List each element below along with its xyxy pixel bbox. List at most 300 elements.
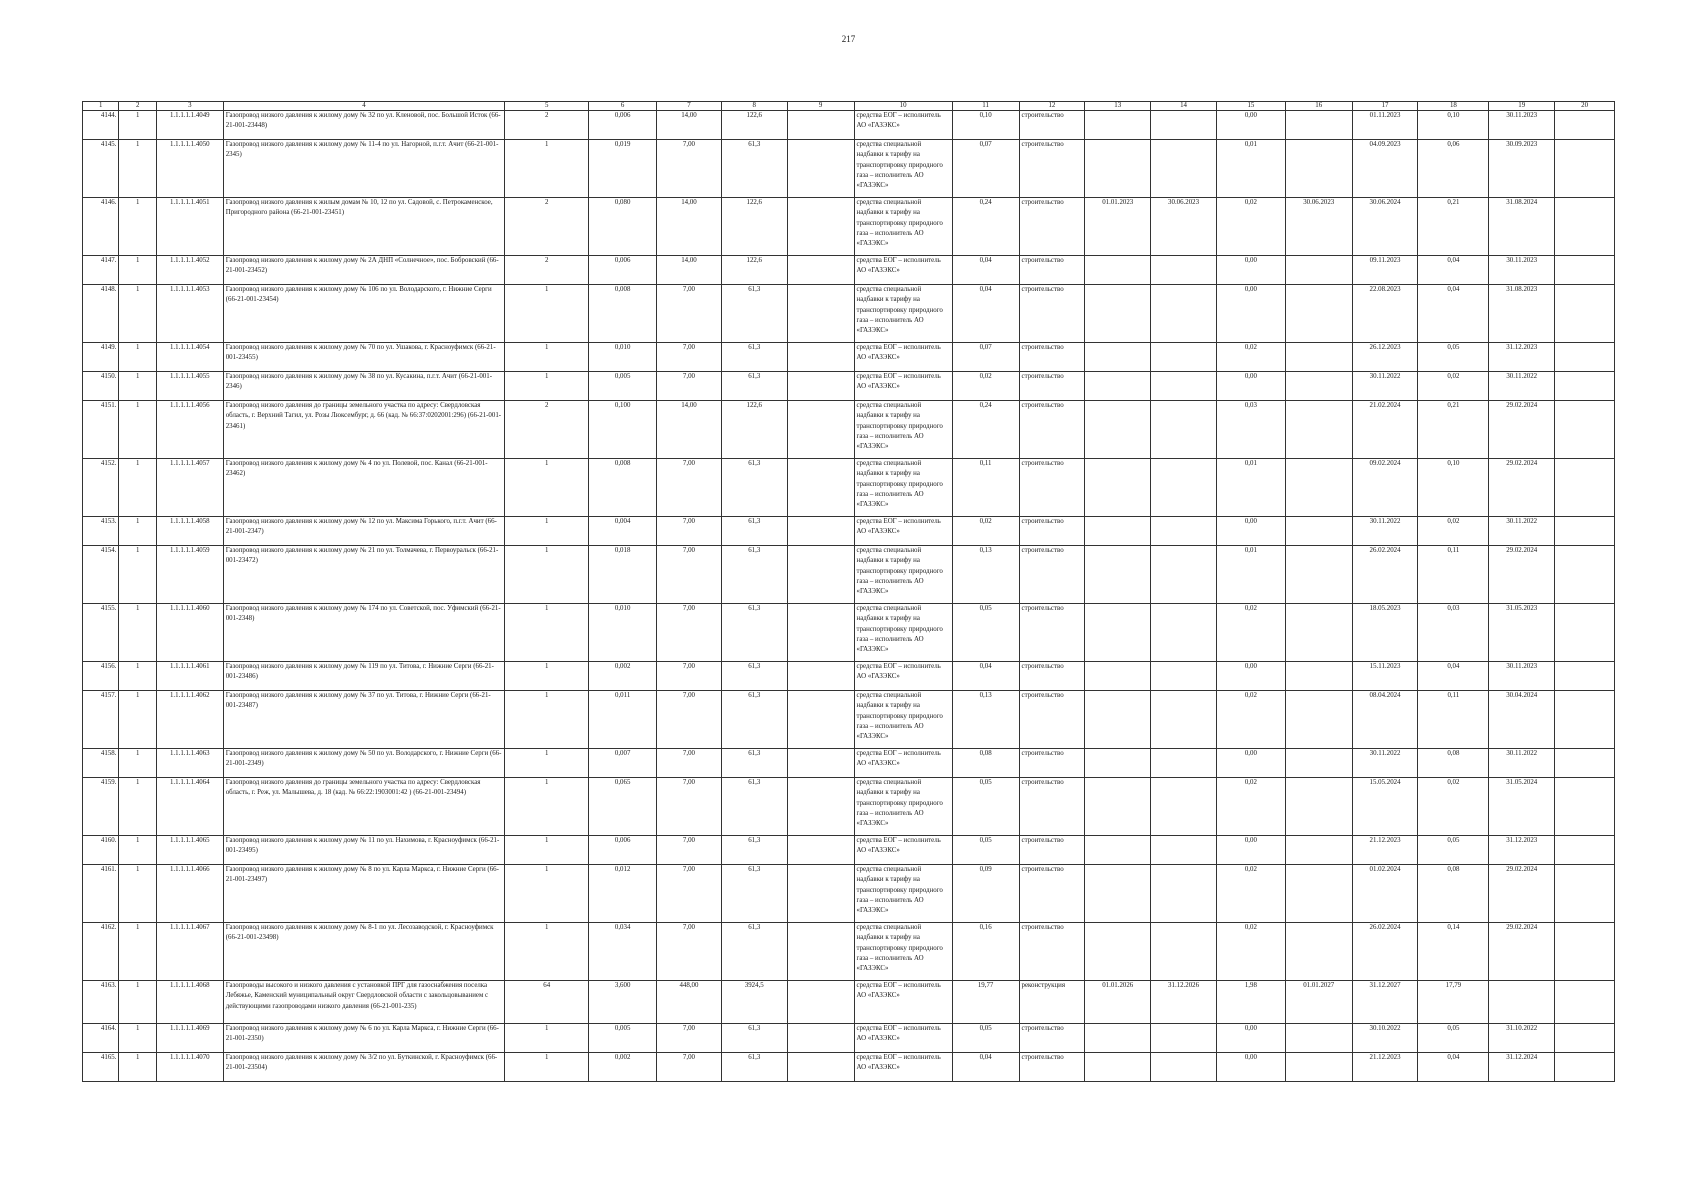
work-type-cell: строительство <box>1019 546 1085 604</box>
object-name-cell: Газопровод низкого давления к жилому дому № 6 по ул. Карла Маркса, г. Нижние Серги (66-21-001-2350) <box>223 1024 504 1053</box>
col8-cell: 122,6 <box>721 198 787 256</box>
col18-cell: 0,05 <box>1418 343 1489 372</box>
table-row <box>83 256 1615 285</box>
object-name-cell: Газопроводы высокого и низкого давления с установкой ПРГ для газоснабжения поселка Лебяжье, Каменский муниципальный округ Свердловской области с закольцовыванием с действующими газопроводами низкого давления (66-21-001-235) <box>223 981 504 1024</box>
col5-cell: 1 <box>505 546 589 604</box>
row-number-cell: 4147. <box>83 256 119 285</box>
cost-cell: 0,07 <box>952 343 1019 372</box>
col17-date-cell: 01.02.2024 <box>1352 865 1418 923</box>
row-number-cell: 4160. <box>83 836 119 865</box>
table-row <box>83 604 1615 662</box>
column-header: 19 <box>1489 102 1555 111</box>
cost-cell: 0,05 <box>952 604 1019 662</box>
row-number-cell: 4145. <box>83 140 119 198</box>
col18-cell: 0,05 <box>1418 836 1489 865</box>
code-cell: 1.1.1.1.1.4059 <box>156 546 223 604</box>
col9-cell <box>787 459 854 517</box>
col15-cell: 0,03 <box>1216 401 1285 459</box>
column-header: 15 <box>1216 102 1285 111</box>
table-row <box>83 865 1615 923</box>
cost-cell: 0,05 <box>952 836 1019 865</box>
object-name-cell: Газопровод низкого давления к жилому дому № 50 по ул. Володарского, г. Нижние Серги (66-21-001-2349) <box>223 749 504 778</box>
page-number: 217 <box>841 34 856 44</box>
table-row <box>83 662 1615 691</box>
col17-date-cell: 26.02.2024 <box>1352 923 1418 981</box>
funding-source-cell: средства специальной надбавки к тарифу на транспортировку природного газа – исполнитель АО «ГАЗЭКС» <box>854 285 952 343</box>
col7-cell: 7,00 <box>657 372 722 401</box>
col5-cell: 1 <box>505 691 589 749</box>
col17-date-cell: 15.11.2023 <box>1352 662 1418 691</box>
start-date-cell <box>1085 923 1151 981</box>
row-number-cell: 4150. <box>83 372 119 401</box>
code-cell: 1.1.1.1.1.4070 <box>156 1053 223 1082</box>
col16-cell <box>1285 604 1352 662</box>
object-name-cell: Газопровод низкого давления к жилому дому № 2А ДНП «Солнечное», пос. Бобровский (66-21-001-23452) <box>223 256 504 285</box>
col16-cell <box>1285 459 1352 517</box>
length-cell: 0,008 <box>589 459 657 517</box>
col7-cell: 7,00 <box>657 662 722 691</box>
col17-date-cell: 22.08.2023 <box>1352 285 1418 343</box>
col15-cell: 0,01 <box>1216 546 1285 604</box>
col15-cell: 0,00 <box>1216 256 1285 285</box>
work-type-cell: строительство <box>1019 256 1085 285</box>
cost-cell: 0,05 <box>952 1024 1019 1053</box>
length-cell: 3,600 <box>589 981 657 1024</box>
col17-date-cell: 09.02.2024 <box>1352 459 1418 517</box>
row-number-cell: 4159. <box>83 778 119 836</box>
table-row <box>83 778 1615 836</box>
cost-cell: 0,04 <box>952 285 1019 343</box>
cost-cell: 0,11 <box>952 459 1019 517</box>
code-cell: 1.1.1.1.1.4055 <box>156 372 223 401</box>
col19-date-cell: 30.09.2023 <box>1489 140 1555 198</box>
col17-date-cell: 26.02.2024 <box>1352 546 1418 604</box>
col20-cell <box>1555 749 1615 778</box>
col2-cell: 1 <box>119 517 156 546</box>
col18-cell: 0,04 <box>1418 1053 1489 1082</box>
start-date-cell <box>1085 749 1151 778</box>
col8-cell: 122,6 <box>721 401 787 459</box>
col8-cell: 61,3 <box>721 140 787 198</box>
col19-date-cell: 31.12.2023 <box>1489 836 1555 865</box>
end-date-cell: 31.12.2026 <box>1151 981 1217 1024</box>
length-cell: 0,008 <box>589 285 657 343</box>
col20-cell <box>1555 923 1615 981</box>
col18-cell: 17,79 <box>1418 981 1489 1024</box>
length-cell: 0,018 <box>589 546 657 604</box>
end-date-cell: 30.06.2023 <box>1151 198 1217 256</box>
table-row <box>83 198 1615 256</box>
length-cell: 0,012 <box>589 865 657 923</box>
col9-cell <box>787 981 854 1024</box>
table-row <box>83 372 1615 401</box>
code-cell: 1.1.1.1.1.4049 <box>156 111 223 140</box>
end-date-cell <box>1151 836 1217 865</box>
row-number-cell: 4164. <box>83 1024 119 1053</box>
length-cell: 0,006 <box>589 111 657 140</box>
col18-cell: 0,04 <box>1418 285 1489 343</box>
object-name-cell: Газопровод низкого давления к жилому дому № 4 по ул. Полевой, пос. Канал (66-21-001-23462) <box>223 459 504 517</box>
column-header: 7 <box>657 102 722 111</box>
col8-cell: 122,6 <box>721 111 787 140</box>
col2-cell: 1 <box>119 778 156 836</box>
column-header: 14 <box>1151 102 1217 111</box>
code-cell: 1.1.1.1.1.4056 <box>156 401 223 459</box>
col18-cell: 0,03 <box>1418 604 1489 662</box>
start-date-cell <box>1085 1024 1151 1053</box>
column-header: 3 <box>156 102 223 111</box>
col16-cell <box>1285 111 1352 140</box>
col7-cell: 7,00 <box>657 546 722 604</box>
col18-cell: 0,11 <box>1418 691 1489 749</box>
work-type-cell: строительство <box>1019 662 1085 691</box>
start-date-cell: 01.01.2023 <box>1085 198 1151 256</box>
end-date-cell <box>1151 1053 1217 1082</box>
funding-source-cell: средства ЕОГ – исполнитель АО «ГАЗЭКС» <box>854 836 952 865</box>
col9-cell <box>787 749 854 778</box>
object-name-cell: Газопровод низкого давления к жилому дому № 119 по ул. Титова, г. Нижние Серги (66-21-001-23486) <box>223 662 504 691</box>
col16-cell <box>1285 401 1352 459</box>
end-date-cell <box>1151 749 1217 778</box>
col17-date-cell: 30.11.2022 <box>1352 749 1418 778</box>
col7-cell: 7,00 <box>657 1053 722 1082</box>
col19-date-cell: 30.11.2022 <box>1489 749 1555 778</box>
cost-cell: 0,16 <box>952 923 1019 981</box>
funding-source-cell: средства специальной надбавки к тарифу на транспортировку природного газа – исполнитель АО «ГАЗЭКС» <box>854 401 952 459</box>
end-date-cell <box>1151 372 1217 401</box>
col15-cell: 0,00 <box>1216 1053 1285 1082</box>
col8-cell: 61,3 <box>721 285 787 343</box>
work-type-cell: строительство <box>1019 1053 1085 1082</box>
row-number-cell: 4165. <box>83 1053 119 1082</box>
col20-cell <box>1555 256 1615 285</box>
col19-date-cell: 29.02.2024 <box>1489 459 1555 517</box>
end-date-cell <box>1151 778 1217 836</box>
col19-date-cell: 30.04.2024 <box>1489 691 1555 749</box>
length-cell: 0,002 <box>589 662 657 691</box>
col16-cell <box>1285 256 1352 285</box>
end-date-cell <box>1151 923 1217 981</box>
col17-date-cell: 30.06.2024 <box>1352 198 1418 256</box>
funding-source-cell: средства ЕОГ – исполнитель АО «ГАЗЭКС» <box>854 111 952 140</box>
col20-cell <box>1555 401 1615 459</box>
col2-cell: 1 <box>119 198 156 256</box>
col2-cell: 1 <box>119 865 156 923</box>
cost-cell: 0,02 <box>952 517 1019 546</box>
table-row <box>83 401 1615 459</box>
column-header: 11 <box>952 102 1019 111</box>
col8-cell: 61,3 <box>721 778 787 836</box>
col15-cell: 0,00 <box>1216 1024 1285 1053</box>
cost-cell: 0,24 <box>952 401 1019 459</box>
col20-cell <box>1555 372 1615 401</box>
col7-cell: 7,00 <box>657 923 722 981</box>
work-type-cell: строительство <box>1019 459 1085 517</box>
funding-source-cell: средства специальной надбавки к тарифу на транспортировку природного газа – исполнитель АО «ГАЗЭКС» <box>854 923 952 981</box>
code-cell: 1.1.1.1.1.4058 <box>156 517 223 546</box>
cost-cell: 0,08 <box>952 749 1019 778</box>
col16-cell: 30.06.2023 <box>1285 198 1352 256</box>
col2-cell: 1 <box>119 604 156 662</box>
col19-date-cell: 29.02.2024 <box>1489 865 1555 923</box>
col15-cell: 0,01 <box>1216 459 1285 517</box>
col5-cell: 1 <box>505 749 589 778</box>
work-type-cell: строительство <box>1019 198 1085 256</box>
object-name-cell: Газопровод низкого давления к жилому дому № 11-4 по ул. Нагорной, п.г.т. Ачит (66-21-001-2345) <box>223 140 504 198</box>
cost-cell: 0,24 <box>952 198 1019 256</box>
col19-date-cell: 30.11.2022 <box>1489 517 1555 546</box>
col19-date-cell: 31.12.2024 <box>1489 1053 1555 1082</box>
object-name-cell: Газопровод низкого давления к жилому дому № 106 по ул. Володарского, г. Нижние Серги (66-21-001-23454) <box>223 285 504 343</box>
col5-cell: 1 <box>505 1053 589 1082</box>
col5-cell: 1 <box>505 923 589 981</box>
col16-cell <box>1285 865 1352 923</box>
length-cell: 0,006 <box>589 836 657 865</box>
row-number-cell: 4144. <box>83 111 119 140</box>
col8-cell: 61,3 <box>721 865 787 923</box>
col17-date-cell: 04.09.2023 <box>1352 140 1418 198</box>
col18-cell: 0,11 <box>1418 546 1489 604</box>
col16-cell <box>1285 662 1352 691</box>
col2-cell: 1 <box>119 111 156 140</box>
code-cell: 1.1.1.1.1.4062 <box>156 691 223 749</box>
end-date-cell <box>1151 111 1217 140</box>
table-row <box>83 923 1615 981</box>
row-number-cell: 4146. <box>83 198 119 256</box>
work-type-cell: строительство <box>1019 865 1085 923</box>
col20-cell <box>1555 111 1615 140</box>
col8-cell: 61,3 <box>721 517 787 546</box>
col2-cell: 1 <box>119 836 156 865</box>
col15-cell: 0,02 <box>1216 865 1285 923</box>
col17-date-cell: 31.12.2027 <box>1352 981 1418 1024</box>
funding-source-cell: средства специальной надбавки к тарифу на транспортировку природного газа – исполнитель АО «ГАЗЭКС» <box>854 691 952 749</box>
col5-cell: 1 <box>505 662 589 691</box>
col20-cell <box>1555 140 1615 198</box>
work-type-cell: строительство <box>1019 691 1085 749</box>
row-number-cell: 4151. <box>83 401 119 459</box>
col5-cell: 1 <box>505 343 589 372</box>
col18-cell: 0,08 <box>1418 865 1489 923</box>
col19-date-cell: 30.11.2022 <box>1489 372 1555 401</box>
row-number-cell: 4153. <box>83 517 119 546</box>
col8-cell: 61,3 <box>721 1024 787 1053</box>
col8-cell: 61,3 <box>721 662 787 691</box>
col9-cell <box>787 546 854 604</box>
col20-cell <box>1555 1024 1615 1053</box>
col5-cell: 1 <box>505 517 589 546</box>
col18-cell: 0,10 <box>1418 459 1489 517</box>
cost-cell: 0,02 <box>952 372 1019 401</box>
col9-cell <box>787 923 854 981</box>
start-date-cell: 01.01.2026 <box>1085 981 1151 1024</box>
col9-cell <box>787 691 854 749</box>
col8-cell: 61,3 <box>721 836 787 865</box>
col2-cell: 1 <box>119 140 156 198</box>
col7-cell: 7,00 <box>657 459 722 517</box>
col15-cell: 0,00 <box>1216 285 1285 343</box>
col16-cell: 01.01.2027 <box>1285 981 1352 1024</box>
col2-cell: 1 <box>119 981 156 1024</box>
col18-cell: 0,04 <box>1418 256 1489 285</box>
row-number-cell: 4158. <box>83 749 119 778</box>
col9-cell <box>787 1024 854 1053</box>
col16-cell <box>1285 836 1352 865</box>
col7-cell: 7,00 <box>657 140 722 198</box>
col5-cell: 2 <box>505 401 589 459</box>
col16-cell <box>1285 778 1352 836</box>
col2-cell: 1 <box>119 1024 156 1053</box>
col9-cell <box>787 256 854 285</box>
col17-date-cell: 21.02.2024 <box>1352 401 1418 459</box>
funding-source-cell: средства ЕОГ – исполнитель АО «ГАЗЭКС» <box>854 1024 952 1053</box>
col15-cell: 0,01 <box>1216 140 1285 198</box>
col20-cell <box>1555 836 1615 865</box>
col2-cell: 1 <box>119 923 156 981</box>
table-row <box>83 836 1615 865</box>
col8-cell: 61,3 <box>721 1053 787 1082</box>
code-cell: 1.1.1.1.1.4060 <box>156 604 223 662</box>
col8-cell: 122,6 <box>721 256 787 285</box>
col9-cell <box>787 865 854 923</box>
col20-cell <box>1555 546 1615 604</box>
funding-source-cell: средства ЕОГ – исполнитель АО «ГАЗЭКС» <box>854 256 952 285</box>
length-cell: 0,080 <box>589 198 657 256</box>
column-header: 8 <box>721 102 787 111</box>
length-cell: 0,006 <box>589 256 657 285</box>
object-name-cell: Газопровод низкого давления к жилым домам № 10, 12 по ул. Садовой, с. Петрокаменское, Пригородного района (66-21-001-23451) <box>223 198 504 256</box>
column-header: 20 <box>1555 102 1615 111</box>
col7-cell: 14,00 <box>657 256 722 285</box>
column-header: 9 <box>787 102 854 111</box>
work-type-cell: строительство <box>1019 923 1085 981</box>
row-number-cell: 4154. <box>83 546 119 604</box>
col18-cell: 0,21 <box>1418 198 1489 256</box>
cost-cell: 0,07 <box>952 140 1019 198</box>
object-name-cell: Газопровод низкого давления к жилому дому № 70 по ул. Ушакова, г. Красноуфимск (66-21-001-23455) <box>223 343 504 372</box>
row-number-cell: 4152. <box>83 459 119 517</box>
col20-cell <box>1555 517 1615 546</box>
funding-source-cell: средства специальной надбавки к тарифу на транспортировку природного газа – исполнитель АО «ГАЗЭКС» <box>854 459 952 517</box>
col17-date-cell: 01.11.2023 <box>1352 111 1418 140</box>
data-table <box>82 101 1615 1082</box>
col8-cell: 61,3 <box>721 546 787 604</box>
end-date-cell <box>1151 343 1217 372</box>
col9-cell <box>787 343 854 372</box>
funding-source-cell: средства ЕОГ – исполнитель АО «ГАЗЭКС» <box>854 981 952 1024</box>
col18-cell: 0,08 <box>1418 749 1489 778</box>
col15-cell: 0,00 <box>1216 662 1285 691</box>
start-date-cell <box>1085 1053 1151 1082</box>
col15-cell: 0,02 <box>1216 923 1285 981</box>
cost-cell: 0,10 <box>952 111 1019 140</box>
col7-cell: 448,00 <box>657 981 722 1024</box>
col2-cell: 1 <box>119 1053 156 1082</box>
col8-cell: 61,3 <box>721 691 787 749</box>
col16-cell <box>1285 1024 1352 1053</box>
object-name-cell: Газопровод низкого давления к жилому дому № 11 по ул. Нахимова, г. Красноуфимск (66-21-001-23495) <box>223 836 504 865</box>
col19-date-cell: 31.05.2024 <box>1489 778 1555 836</box>
col8-cell: 61,3 <box>721 459 787 517</box>
length-cell: 0,005 <box>589 372 657 401</box>
code-cell: 1.1.1.1.1.4069 <box>156 1024 223 1053</box>
col7-cell: 7,00 <box>657 749 722 778</box>
col5-cell: 1 <box>505 1024 589 1053</box>
col16-cell <box>1285 546 1352 604</box>
col7-cell: 7,00 <box>657 778 722 836</box>
col5-cell: 1 <box>505 604 589 662</box>
object-name-cell: Газопровод низкого давления к жилому дому № 12 по ул. Максима Горького, п.г.т. Ачит (66-21-001-2347) <box>223 517 504 546</box>
col5-cell: 1 <box>505 836 589 865</box>
column-header: 18 <box>1418 102 1489 111</box>
col15-cell: 0,02 <box>1216 343 1285 372</box>
col2-cell: 1 <box>119 343 156 372</box>
col15-cell: 0,02 <box>1216 778 1285 836</box>
table-row <box>83 691 1615 749</box>
col16-cell <box>1285 285 1352 343</box>
col18-cell: 0,10 <box>1418 111 1489 140</box>
start-date-cell <box>1085 372 1151 401</box>
start-date-cell <box>1085 285 1151 343</box>
col8-cell: 61,3 <box>721 749 787 778</box>
table-row <box>83 1024 1615 1053</box>
col20-cell <box>1555 662 1615 691</box>
row-number-cell: 4149. <box>83 343 119 372</box>
table-header <box>83 102 1615 111</box>
col18-cell: 0,02 <box>1418 778 1489 836</box>
row-number-cell: 4162. <box>83 923 119 981</box>
cost-cell: 0,04 <box>952 256 1019 285</box>
end-date-cell <box>1151 1024 1217 1053</box>
col8-cell: 61,3 <box>721 372 787 401</box>
work-type-cell: строительство <box>1019 140 1085 198</box>
col5-cell: 2 <box>505 198 589 256</box>
funding-source-cell: средства специальной надбавки к тарифу на транспортировку природного газа – исполнитель АО «ГАЗЭКС» <box>854 546 952 604</box>
code-cell: 1.1.1.1.1.4065 <box>156 836 223 865</box>
table-row <box>83 981 1615 1024</box>
table-row <box>83 517 1615 546</box>
code-cell: 1.1.1.1.1.4057 <box>156 459 223 517</box>
object-name-cell: Газопровод низкого давления к жилому дому № 8 по ул. Карла Маркса, г. Нижние Серги (66-21-001-23497) <box>223 865 504 923</box>
col15-cell: 0,02 <box>1216 198 1285 256</box>
row-number-cell: 4156. <box>83 662 119 691</box>
column-header: 4 <box>223 102 504 111</box>
col20-cell <box>1555 1053 1615 1082</box>
col19-date-cell: 31.08.2024 <box>1489 198 1555 256</box>
col17-date-cell: 21.12.2023 <box>1352 836 1418 865</box>
table-row <box>83 343 1615 372</box>
end-date-cell <box>1151 285 1217 343</box>
col7-cell: 7,00 <box>657 285 722 343</box>
col18-cell: 0,06 <box>1418 140 1489 198</box>
object-name-cell: Газопровод низкого давления к жилому дому № 8-1 по ул. Лесозаводской, г. Красноуфимск (66-21-001-23498) <box>223 923 504 981</box>
length-cell: 0,100 <box>589 401 657 459</box>
col9-cell <box>787 1053 854 1082</box>
column-header: 13 <box>1085 102 1151 111</box>
row-number-cell: 4148. <box>83 285 119 343</box>
col17-date-cell: 18.05.2023 <box>1352 604 1418 662</box>
start-date-cell <box>1085 401 1151 459</box>
col20-cell <box>1555 981 1615 1024</box>
col17-date-cell: 30.10.2022 <box>1352 1024 1418 1053</box>
col18-cell: 0,02 <box>1418 372 1489 401</box>
col7-cell: 7,00 <box>657 865 722 923</box>
col2-cell: 1 <box>119 691 156 749</box>
col20-cell <box>1555 198 1615 256</box>
col5-cell: 1 <box>505 865 589 923</box>
col15-cell: 0,00 <box>1216 749 1285 778</box>
col7-cell: 7,00 <box>657 691 722 749</box>
